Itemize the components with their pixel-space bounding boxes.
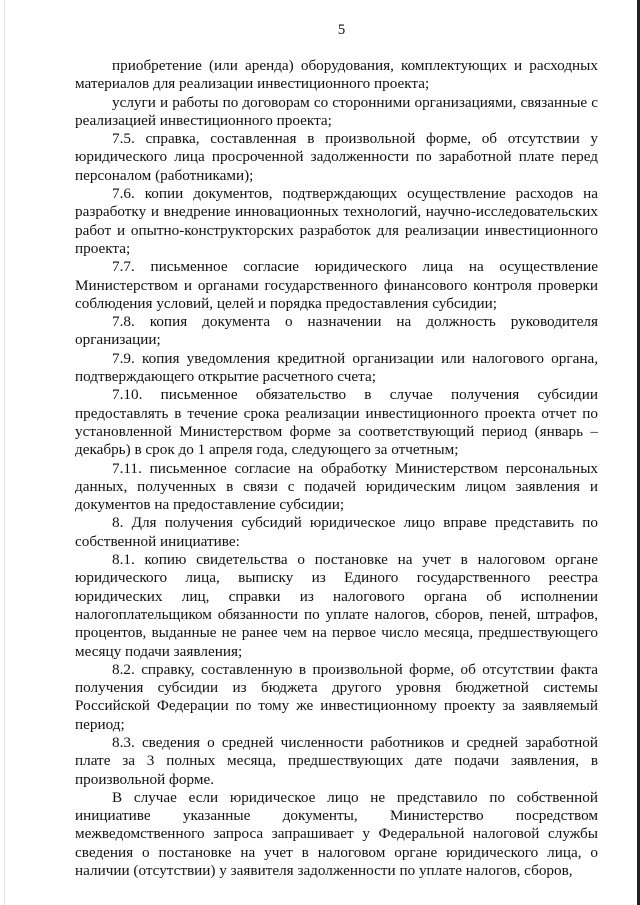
paragraph-7-5: 7.5. справка, составленная в произвольной форме, об отсутствии у юридического лица просроченной задолженности по заработной плате перед персоналом (работниками);: [75, 130, 598, 184]
paragraph-7-6: 7.6. копии документов, подтверждающих осуществление расходов на разработку и внедрение инновационных технологий, научно-исследовательских работ и опытно-конструкторских разработок для реализации инвестиционного проекта;: [75, 185, 598, 257]
paragraph-7-10: 7.10. письменное обязательство в случае получения субсидии предоставлять в течение срока реализации инвестиционного проекта отчет по установленной Министерством форме за соответствующий период (январь – декабрь) в срок до 1 апреля года, следующего за отчетным;: [75, 386, 598, 459]
paragraph-8-1: 8.1. копию свидетельства о постановке на учет в налоговом органе юридического лица, выписку из Единого государственного реестра юридических лиц, справки из налогового органа об исполнении налогоплательщиком обязанности по уплате налогов, сборов, пеней, штрафов, процентов, выданные не ранее чем на первое число месяца, предшествующего месяцу подачи заявления;: [75, 551, 598, 660]
scan-left-edge: [4, 0, 5, 905]
paragraph-case-not-submitted: В случае если юридическое лицо не представило по собственной инициативе указанные документы, Министерство посредством межведомственного запроса запрашивает у Федеральной налоговой службы сведения о постановке на учет в налоговом органе юридического лица, о наличии (отсутствии) у заявителя задолженности по уплате налогов, сборов,: [75, 788, 598, 880]
page-number: 5: [337, 22, 346, 38]
paragraph-7-7: 7.7. письменное согласие юридического лица на осуществление Министерством и органами государственного финансового контроля проверки соблюдения условий, целей и порядка предоставления субсидии;: [75, 258, 598, 312]
paragraph-7-9: 7.9. копия уведомления кредитной организации или налогового органа, подтверждающего открытие расчетного счета;: [75, 349, 598, 386]
paragraph-7-8: 7.8. копия документа о назначении на должность руководителя организации;: [75, 313, 598, 349]
paragraph-services: услуги и работы по договорам со сторонними организациями, связанные с реализацией инвестиционного проекта;: [75, 93, 598, 129]
paragraph-equipment: приобретение (или аренда) оборудования, комплектующих и расходных материалов для реализации инвестиционного проекта;: [75, 57, 598, 93]
paragraph-8-3: 8.3. сведения о средней численности работников и средней заработной плате за 3 полных месяца, предшествующих дате подачи заявления, в произвольной форме.: [75, 733, 598, 788]
paragraph-8-2: 8.2. справку, составленную в произвольной форме, об отсутствии факта получения субсидии из бюджета другого уровня бюджетной системы Российской Федерации по тому же инвестиционному проекту за заявляемый период;: [75, 660, 598, 733]
paragraph-8: 8. Для получения субсидий юридическое лицо вправе представить по собственной инициативе:: [75, 514, 598, 550]
paragraph-7-11: 7.11. письменное согласие на обработку Министерством персональных данных, полученных в связи с подачей юридическим лицом заявления и документов на предоставление субсидии;: [75, 459, 598, 514]
